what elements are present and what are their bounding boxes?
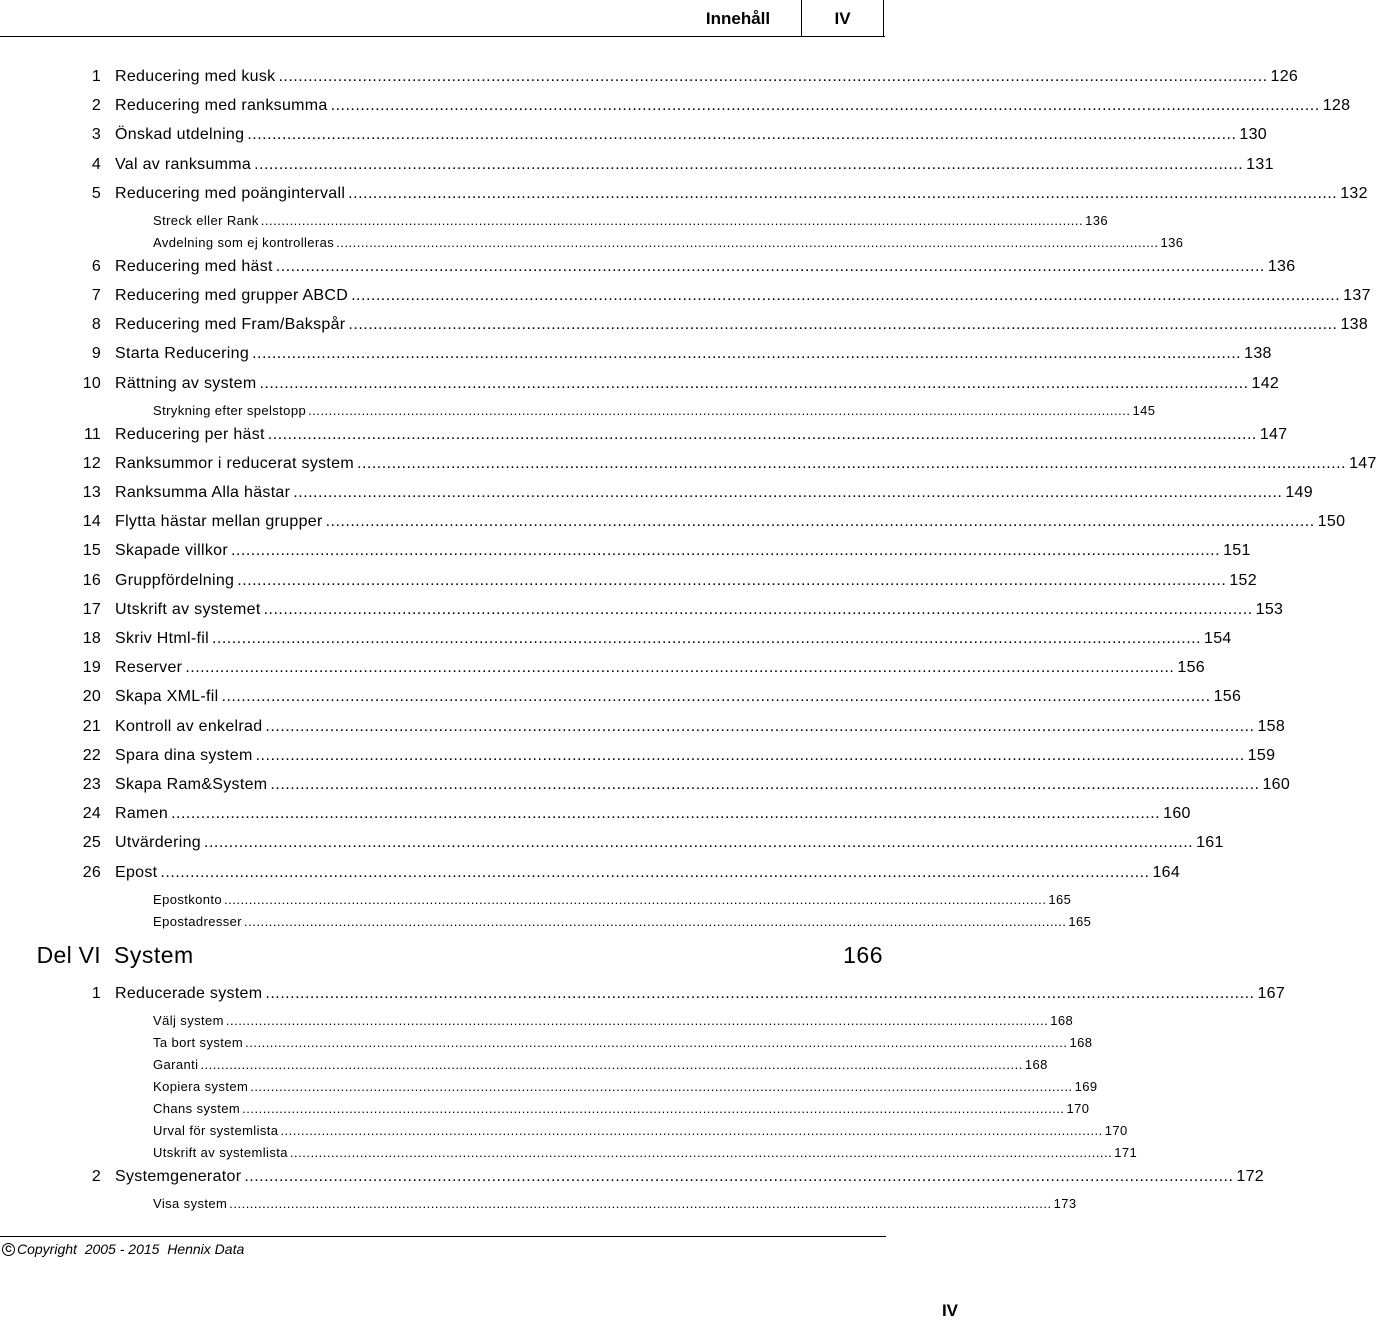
toc-entry-line <box>115 658 1205 678</box>
toc-entry-page: 170 <box>1104 1123 1128 1138</box>
part-title: System <box>114 942 194 968</box>
toc-entry-number: 6 <box>91 257 101 275</box>
toc-entry-number: 3 <box>91 126 101 144</box>
toc-entry-title: Skapa Ram&System <box>115 776 268 793</box>
toc-entry-line <box>153 212 1109 229</box>
toc-entry-number: 14 <box>82 513 101 531</box>
toc-entry-title: Val av ranksumma <box>115 155 252 173</box>
toc-entry-title: Ranksumma Alla hästar <box>115 484 291 501</box>
toc-dot-leader: ........................................................................................................................................................................................................ <box>225 1013 1049 1028</box>
toc-entry-line <box>115 984 1286 1004</box>
toc-entry-number: 8 <box>91 316 101 334</box>
toc-entry[interactable] <box>0 125 1268 145</box>
toc-entry-title: Ranksummor i reducerat system <box>115 454 354 472</box>
toc-entry-line <box>115 746 1276 766</box>
part-label: Del VI <box>36 942 101 968</box>
toc-entry-line <box>115 600 1284 620</box>
toc-entry[interactable] <box>0 374 1280 394</box>
toc-dot-leader: ........................................................................................................................................................................................................ <box>348 316 1338 334</box>
toc-entry-line <box>115 483 1313 503</box>
toc-subentry[interactable] <box>0 1101 1090 1117</box>
toc-entry-number: 26 <box>82 863 101 881</box>
toc-entry-title: Gruppfördelning <box>115 571 235 589</box>
toc-entry-page: 156 <box>1177 659 1205 677</box>
toc-entry-line <box>115 541 1251 561</box>
toc-entry-title: Välj system <box>153 1013 224 1028</box>
toc-entry-page: 136 <box>1267 257 1296 275</box>
footer-text: Copyright 2005 - 2015 Hennix Data <box>17 1241 245 1257</box>
toc-dot-leader: ........................................................................................................................................................................................................ <box>325 513 1315 531</box>
toc-entry-number: 25 <box>82 834 101 852</box>
toc-entry[interactable] <box>0 155 1274 175</box>
toc-entry-number: 4 <box>91 155 101 173</box>
toc-entry-line <box>115 775 1291 795</box>
toc-dot-leader: ........................................................................................................................................................................................................ <box>224 891 1047 907</box>
toc-dot-leader: ........................................................................................................................................................................................................ <box>289 1145 1113 1160</box>
toc-entry-line <box>115 67 1299 87</box>
toc-entry-line <box>115 629 1232 649</box>
toc-entry[interactable] <box>0 454 1377 474</box>
toc-entry-number: 18 <box>82 630 101 647</box>
toc-dot-leader: ........................................................................................................................................................................................................ <box>200 1057 1023 1072</box>
toc-entry-page: 152 <box>1229 571 1257 589</box>
toc-dot-leader: ........................................................................................................................................................................................................ <box>244 1168 1234 1185</box>
toc-subentry[interactable] <box>0 1035 1093 1051</box>
toc-entry-line <box>153 1101 1090 1117</box>
toc-entry-page: 131 <box>1246 155 1274 173</box>
toc-entry[interactable] <box>0 257 1296 277</box>
toc-entry-page: 149 <box>1285 484 1313 501</box>
toc-dot-leader: ........................................................................................................................................................................................................ <box>330 97 1320 115</box>
toc-dot-leader: ........................................................................................................................................................................................................ <box>265 717 1255 735</box>
toc-dot-leader: ........................................................................................................................................................................................................ <box>280 1123 1103 1138</box>
toc-dot-leader: ........................................................................................................................................................................................................ <box>270 776 1260 793</box>
toc-entry-line <box>115 571 1257 591</box>
toc-entry-number: 19 <box>82 659 101 677</box>
toc-entry-number: 15 <box>82 542 101 560</box>
toc-entry-title: Streck eller Rank <box>153 212 259 228</box>
toc-entry[interactable] <box>0 541 1251 561</box>
toc-entry[interactable] <box>0 717 1286 737</box>
toc-entry-title: Reducering per häst <box>115 425 265 443</box>
toc-entry-page: 161 <box>1196 834 1224 852</box>
toc-dot-leader: ........................................................................................................................................................................................................ <box>278 68 1268 85</box>
footer-rule <box>0 1236 886 1237</box>
part-page-number: 166 <box>843 942 883 968</box>
toc-entry[interactable] <box>0 67 1299 87</box>
toc-entry-title: Reducering med Fram/Bakspår <box>115 316 346 334</box>
toc-entry[interactable] <box>0 775 1291 795</box>
toc-entry-line <box>115 315 1369 335</box>
toc-entry-title: Utskrift av systemlista <box>153 1145 288 1160</box>
toc-dot-leader: ........................................................................................................................................................................................................ <box>336 234 1159 250</box>
toc-entry-title: Reserver <box>115 659 183 677</box>
toc-entry-page: 160 <box>1163 805 1191 823</box>
toc-entry-number: 1 <box>91 985 101 1002</box>
toc-entry-line <box>115 717 1286 737</box>
toc-entry-number: 17 <box>82 600 101 618</box>
toc-entry-title: Avdelning som ej kontrolleras <box>153 234 335 250</box>
toc-dot-leader: ........................................................................................................................................................................................................ <box>308 402 1131 418</box>
toc-entry-page: 130 <box>1239 126 1268 144</box>
toc-entry-line <box>153 1035 1093 1051</box>
toc-entry-number: 13 <box>82 484 101 501</box>
toc-entry-line <box>115 155 1274 175</box>
toc-entry-number: 21 <box>82 717 101 735</box>
toc-entry[interactable] <box>0 315 1369 335</box>
toc-entry-line <box>153 1057 1048 1073</box>
toc-entry-page: 167 <box>1257 985 1286 1002</box>
toc-entry-line <box>115 257 1296 277</box>
toc-entry-page: 147 <box>1259 425 1288 443</box>
toc-entry-line <box>153 1145 1138 1161</box>
toc-entry[interactable] <box>0 600 1284 620</box>
toc-entry-page: 168 <box>1024 1057 1048 1072</box>
toc-entry[interactable] <box>0 863 1181 883</box>
toc-entry-line <box>115 804 1191 824</box>
toc-entry-number: 24 <box>82 805 101 823</box>
toc-dot-leader: ........................................................................................................................................................................................................ <box>250 1079 1073 1094</box>
toc-dot-leader: ........................................................................................................................................................................................................ <box>229 1196 1052 1211</box>
toc-subentry[interactable] <box>0 1013 1074 1029</box>
toc-subentry[interactable] <box>0 1079 1098 1095</box>
toc-dot-leader: ........................................................................................................................................................................................................ <box>221 688 1211 706</box>
toc-entry-page: 172 <box>1236 1168 1265 1185</box>
toc-dot-leader: ........................................................................................................................................................................................................ <box>252 345 1242 363</box>
toc-entry-line <box>153 1196 1077 1212</box>
toc-entry-page: 158 <box>1257 717 1286 735</box>
toc-entry-page: 145 <box>1132 402 1156 418</box>
toc-entry-line <box>115 286 1371 306</box>
toc-entry-line <box>153 913 1092 930</box>
toc-entry-title: Utvärdering <box>115 834 202 852</box>
toc-dot-leader: ........................................................................................................................................................................................................ <box>348 184 1338 202</box>
toc-entry-page: 164 <box>1152 863 1181 881</box>
toc-dot-leader: ........................................................................................................................................................................................................ <box>260 212 1084 228</box>
toc-entry-title: Systemgenerator <box>115 1168 242 1185</box>
toc-entry-page: 169 <box>1074 1079 1098 1094</box>
toc-entry-line <box>153 402 1156 419</box>
toc-entry-number: 20 <box>82 688 101 706</box>
toc-dot-leader: ........................................................................................................................................................................................................ <box>254 155 1244 173</box>
toc-dot-leader: ........................................................................................................................................................................................................ <box>293 484 1283 501</box>
toc-dot-leader: ........................................................................................................................................................................................................ <box>255 746 1245 764</box>
toc-entry-page: 151 <box>1223 542 1251 560</box>
toc-entry-line <box>115 687 1242 707</box>
toc-entry-title: Reducering med häst <box>115 257 273 275</box>
toc-entry[interactable] <box>0 286 1371 306</box>
toc-entry[interactable] <box>0 1167 1265 1187</box>
toc-entry[interactable] <box>0 96 1351 116</box>
toc-entry-page: 168 <box>1050 1013 1074 1028</box>
toc-entry-title: Chans system <box>153 1101 241 1116</box>
toc-subentry[interactable] <box>0 1123 1128 1139</box>
toc-entry[interactable] <box>0 184 1368 204</box>
toc-dot-leader: ........................................................................................................................................................................................................ <box>171 805 1161 823</box>
toc-entry-title: Skriv Html-fil <box>115 630 209 647</box>
toc-entry-page: 173 <box>1053 1196 1077 1211</box>
toc-entry[interactable] <box>0 804 1191 824</box>
toc-entry-title: Ta bort system <box>153 1035 244 1050</box>
toc-entry-title: Reducering med ranksumma <box>115 97 328 115</box>
toc-dot-leader: ........................................................................................................................................................................................................ <box>267 425 1257 443</box>
toc-dot-leader: ........................................................................................................................................................................................................ <box>231 542 1221 560</box>
toc-entry-number: 11 <box>83 425 101 443</box>
toc-entry[interactable] <box>0 687 1242 707</box>
toc-entry-title: Flytta hästar mellan grupper <box>115 513 323 531</box>
toc-dot-leader: ........................................................................................................................................................................................................ <box>211 630 1202 647</box>
toc-entry-title: Kopiera system <box>153 1079 249 1094</box>
toc-entry-line <box>115 374 1280 394</box>
toc-entry-line <box>115 512 1346 532</box>
toc-entry-number: 10 <box>82 374 101 392</box>
toc-subentry[interactable] <box>0 402 1156 419</box>
toc-entry-title: Kontroll av enkelrad <box>115 717 263 735</box>
toc-entry[interactable] <box>0 512 1346 532</box>
toc-dot-leader: ........................................................................................................................................................................................................ <box>265 985 1255 1002</box>
toc-dot-leader: ........................................................................................................................................................................................................ <box>351 287 1341 304</box>
toc-entry-page: 165 <box>1048 891 1072 907</box>
toc-entry[interactable] <box>0 483 1313 503</box>
toc-entry[interactable] <box>0 344 1272 364</box>
toc-entry-line <box>153 1079 1098 1095</box>
toc-subentry[interactable] <box>0 891 1072 908</box>
toc-entry-page: 142 <box>1251 374 1280 392</box>
toc-entry-line <box>115 344 1272 364</box>
toc-entry-line <box>115 96 1351 116</box>
toc-entry-title: Ramen <box>115 805 169 823</box>
toc-subentry[interactable] <box>0 1145 1138 1161</box>
toc-entry-page: 147 <box>1349 454 1377 472</box>
page-number: IV <box>941 1301 958 1320</box>
toc-entry-page: 138 <box>1244 345 1272 363</box>
toc-entry-line <box>115 125 1268 145</box>
toc-entry-line <box>115 184 1368 204</box>
toc-entry-line <box>115 1167 1265 1187</box>
toc-dot-leader: ........................................................................................................................................................................................................ <box>185 659 1175 677</box>
toc-entry[interactable] <box>0 629 1232 649</box>
toc-entry-number: 1 <box>91 68 101 85</box>
toc-entry[interactable] <box>0 571 1257 591</box>
toc-subentry[interactable] <box>0 1196 1077 1212</box>
toc-entry-page: 165 <box>1068 913 1092 929</box>
toc-entry-number: 22 <box>82 746 101 764</box>
toc-entry-title: Visa system <box>153 1196 228 1211</box>
toc-entry-number: 2 <box>91 1168 101 1185</box>
toc-entry-line <box>115 454 1377 474</box>
toc-dot-leader: ........................................................................................................................................................................................................ <box>247 126 1237 144</box>
toc-entry-page: 138 <box>1340 316 1369 334</box>
toc-entry-number: 16 <box>82 571 101 589</box>
toc-entry-page: 171 <box>1114 1145 1138 1160</box>
toc-entry-line <box>153 1013 1074 1029</box>
toc-entry-title: Epostadresser <box>153 913 243 929</box>
toc-entry[interactable] <box>0 425 1288 445</box>
toc-entry-line <box>153 1123 1128 1139</box>
toc-dot-leader: ........................................................................................................................................................................................................ <box>204 834 1194 852</box>
toc-entry-title: Reducerade system <box>115 985 263 1002</box>
toc-subentry[interactable] <box>0 1057 1048 1073</box>
toc-dot-leader: ........................................................................................................................................................................................................ <box>263 600 1253 618</box>
toc-entry-page: 126 <box>1270 68 1299 85</box>
toc-entry-page: 159 <box>1247 746 1276 764</box>
toc-entry-title: Skapa XML-fil <box>115 688 219 706</box>
toc-entry-page: 153 <box>1255 600 1284 618</box>
toc-entry-number: 9 <box>91 345 101 363</box>
toc-entry[interactable] <box>0 658 1205 678</box>
footer <box>2 1240 244 1258</box>
toc-entry-title: Reducering med poängintervall <box>115 184 346 202</box>
toc-entry-line <box>153 234 1184 251</box>
toc-entry-title: Reducering med grupper ABCD <box>115 287 349 304</box>
toc-entry[interactable] <box>0 746 1276 766</box>
toc-entry-page: 154 <box>1204 630 1232 647</box>
toc-entry[interactable] <box>0 984 1286 1004</box>
toc-entry-title: Starta Reducering <box>115 345 250 363</box>
header-chapter-box: IV <box>801 0 884 37</box>
toc-entry-title: Rättning av system <box>115 374 257 392</box>
toc-entry-number: 2 <box>91 97 101 115</box>
toc-entry-page: 136 <box>1160 234 1184 250</box>
toc-subentry[interactable] <box>0 234 1184 251</box>
toc-entry-title: Strykning efter spelstopp <box>153 402 307 418</box>
toc-entry-number: 7 <box>91 287 101 304</box>
toc-entry-page: 160 <box>1262 776 1291 793</box>
toc-entry-line <box>115 425 1288 445</box>
toc-dot-leader: ........................................................................................................................................................................................................ <box>259 374 1249 392</box>
toc-entry-page: 136 <box>1085 212 1109 228</box>
toc-entry-page: 132 <box>1340 184 1368 202</box>
copyright-icon: C <box>2 1243 15 1256</box>
toc-dot-leader: ........................................................................................................................................................................................................ <box>275 257 1265 275</box>
toc-entry-title: Epostkonto <box>153 891 223 907</box>
toc-entry-title: Utskrift av systemet <box>115 600 261 618</box>
toc-entry-number: 5 <box>91 184 101 202</box>
toc-dot-leader: ........................................................................................................................................................................................................ <box>357 454 1347 472</box>
toc-dot-leader: ........................................................................................................................................................................................................ <box>237 571 1227 589</box>
toc-entry-page: 137 <box>1343 287 1371 304</box>
toc-subentry[interactable] <box>0 913 1092 930</box>
toc-entry-line <box>153 891 1072 908</box>
toc-entry[interactable] <box>0 833 1224 853</box>
toc-entry-number: 12 <box>82 454 101 472</box>
toc-subentry[interactable] <box>0 212 1109 229</box>
toc-part-heading[interactable] <box>0 940 885 970</box>
toc-entry-title: Reducering med kusk <box>115 68 276 85</box>
toc-entry-title: Urval för systemlista <box>153 1123 279 1138</box>
toc-entry-page: 150 <box>1317 513 1346 531</box>
toc-entry-page: 156 <box>1213 688 1242 706</box>
toc-entry-number: 23 <box>82 776 101 793</box>
toc-entry-title: Skapade villkor <box>115 542 228 560</box>
toc-dot-leader: ........................................................................................................................................................................................................ <box>242 1101 1065 1116</box>
toc-entry-title: Önskad utdelning <box>115 126 245 144</box>
toc-dot-leader: ........................................................................................................................................................................................................ <box>245 1035 1068 1050</box>
toc-entry-page: 170 <box>1066 1101 1090 1116</box>
header-title: Innehåll <box>705 9 771 28</box>
toc-entry-line <box>115 833 1224 853</box>
toc-entry-page: 168 <box>1069 1035 1093 1050</box>
header-rule <box>0 36 885 37</box>
toc-dot-leader: ........................................................................................................................................................................................................ <box>244 913 1067 929</box>
toc-entry-page: 128 <box>1322 97 1351 115</box>
toc-entry-title: Spara dina system <box>115 746 253 764</box>
toc-entry-line <box>115 863 1181 883</box>
toc-entry-title: Garanti <box>153 1057 199 1072</box>
toc-entry-title: Epost <box>115 863 158 881</box>
toc-dot-leader: ........................................................................................................................................................................................................ <box>160 863 1150 881</box>
